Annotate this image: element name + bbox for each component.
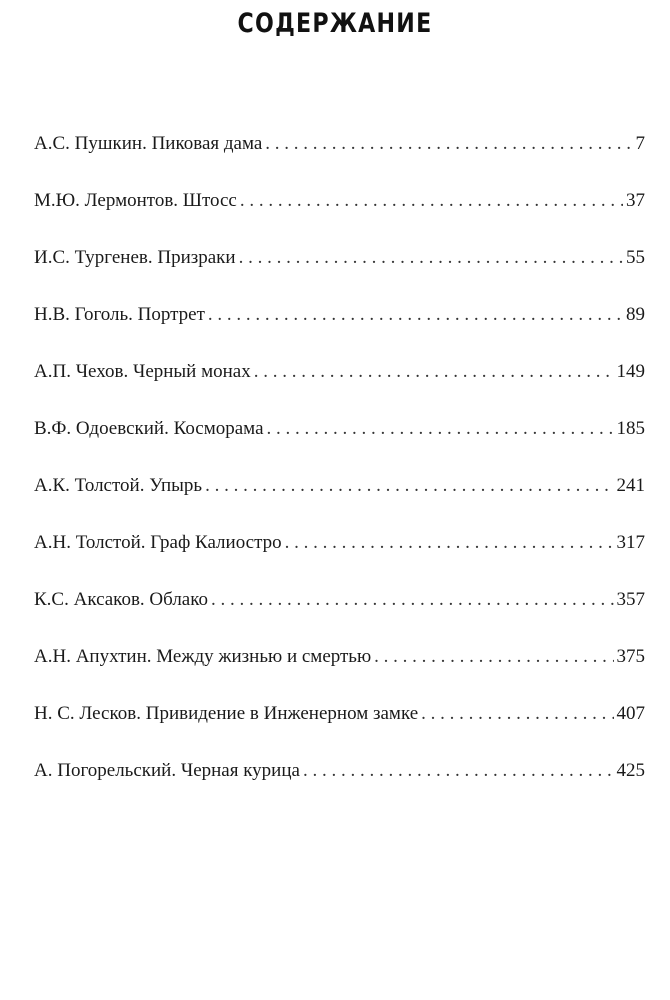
toc-entry bbox=[34, 133, 645, 190]
toc-entry bbox=[34, 760, 645, 817]
dot-leader bbox=[421, 703, 613, 725]
toc-entry bbox=[34, 703, 645, 760]
toc-entry bbox=[34, 418, 645, 475]
toc-entry-page: 89 bbox=[626, 304, 645, 325]
toc-entry-page: 37 bbox=[626, 190, 645, 211]
toc-entry-title: А.Н. Апухтин. Между жизнью и смертью bbox=[34, 646, 372, 667]
dot-leader bbox=[374, 646, 613, 668]
dot-leader bbox=[285, 532, 614, 554]
dot-leader bbox=[303, 760, 614, 782]
toc-entry bbox=[34, 532, 645, 589]
toc-entry-title: К.С. Аксаков. Облако bbox=[34, 589, 209, 610]
toc-entry-page: 55 bbox=[626, 247, 645, 268]
toc-entry-page: 375 bbox=[616, 646, 645, 667]
toc-entry-page: 149 bbox=[616, 361, 645, 382]
dot-leader bbox=[208, 304, 623, 326]
dot-leader bbox=[240, 190, 623, 212]
toc-entry bbox=[34, 475, 645, 532]
toc-entry-title: А.Н. Толстой. Граф Калиостро bbox=[34, 532, 282, 553]
dot-leader bbox=[205, 475, 613, 497]
toc-entry-title: Н. С. Лесков. Привидение в Инженерном замке bbox=[34, 703, 419, 724]
dot-leader bbox=[239, 247, 623, 269]
toc-entry bbox=[34, 589, 645, 646]
toc-entry bbox=[34, 646, 645, 703]
dot-leader bbox=[254, 361, 614, 383]
toc-entry-title: М.Ю. Лермонтов. Штосс bbox=[34, 190, 237, 211]
toc-entry bbox=[34, 304, 645, 361]
toc-entry-title: И.С. Тургенев. Призраки bbox=[34, 247, 236, 268]
toc-entry-page: 407 bbox=[616, 703, 645, 724]
toc-entry-title: В.Ф. Одоевский. Косморама bbox=[34, 418, 264, 439]
toc-entry bbox=[34, 361, 645, 418]
toc-entry bbox=[34, 247, 645, 304]
toc-entry-title: А.П. Чехов. Черный монах bbox=[34, 361, 251, 382]
toc-entry-title: А.С. Пушкин. Пиковая дама bbox=[34, 133, 263, 154]
table-of-contents bbox=[34, 133, 645, 817]
toc-entry-title: А.К. Толстой. Упырь bbox=[34, 475, 203, 496]
toc-entry bbox=[34, 190, 645, 247]
dot-leader bbox=[267, 418, 614, 440]
toc-entry-title: А. Погорельский. Черная курица bbox=[34, 760, 300, 781]
toc-entry-page: 7 bbox=[635, 133, 645, 154]
page-title: СОДЕРЖАНИЕ bbox=[237, 8, 433, 39]
toc-entry-page: 241 bbox=[616, 475, 645, 496]
toc-entry-page: 425 bbox=[616, 760, 645, 781]
toc-entry-title: Н.В. Гоголь. Портрет bbox=[34, 304, 205, 325]
dot-leader bbox=[211, 589, 613, 611]
dot-leader bbox=[265, 133, 632, 155]
toc-entry-page: 185 bbox=[616, 418, 645, 439]
toc-entry-page: 317 bbox=[616, 532, 645, 553]
toc-entry-page: 357 bbox=[616, 589, 645, 610]
